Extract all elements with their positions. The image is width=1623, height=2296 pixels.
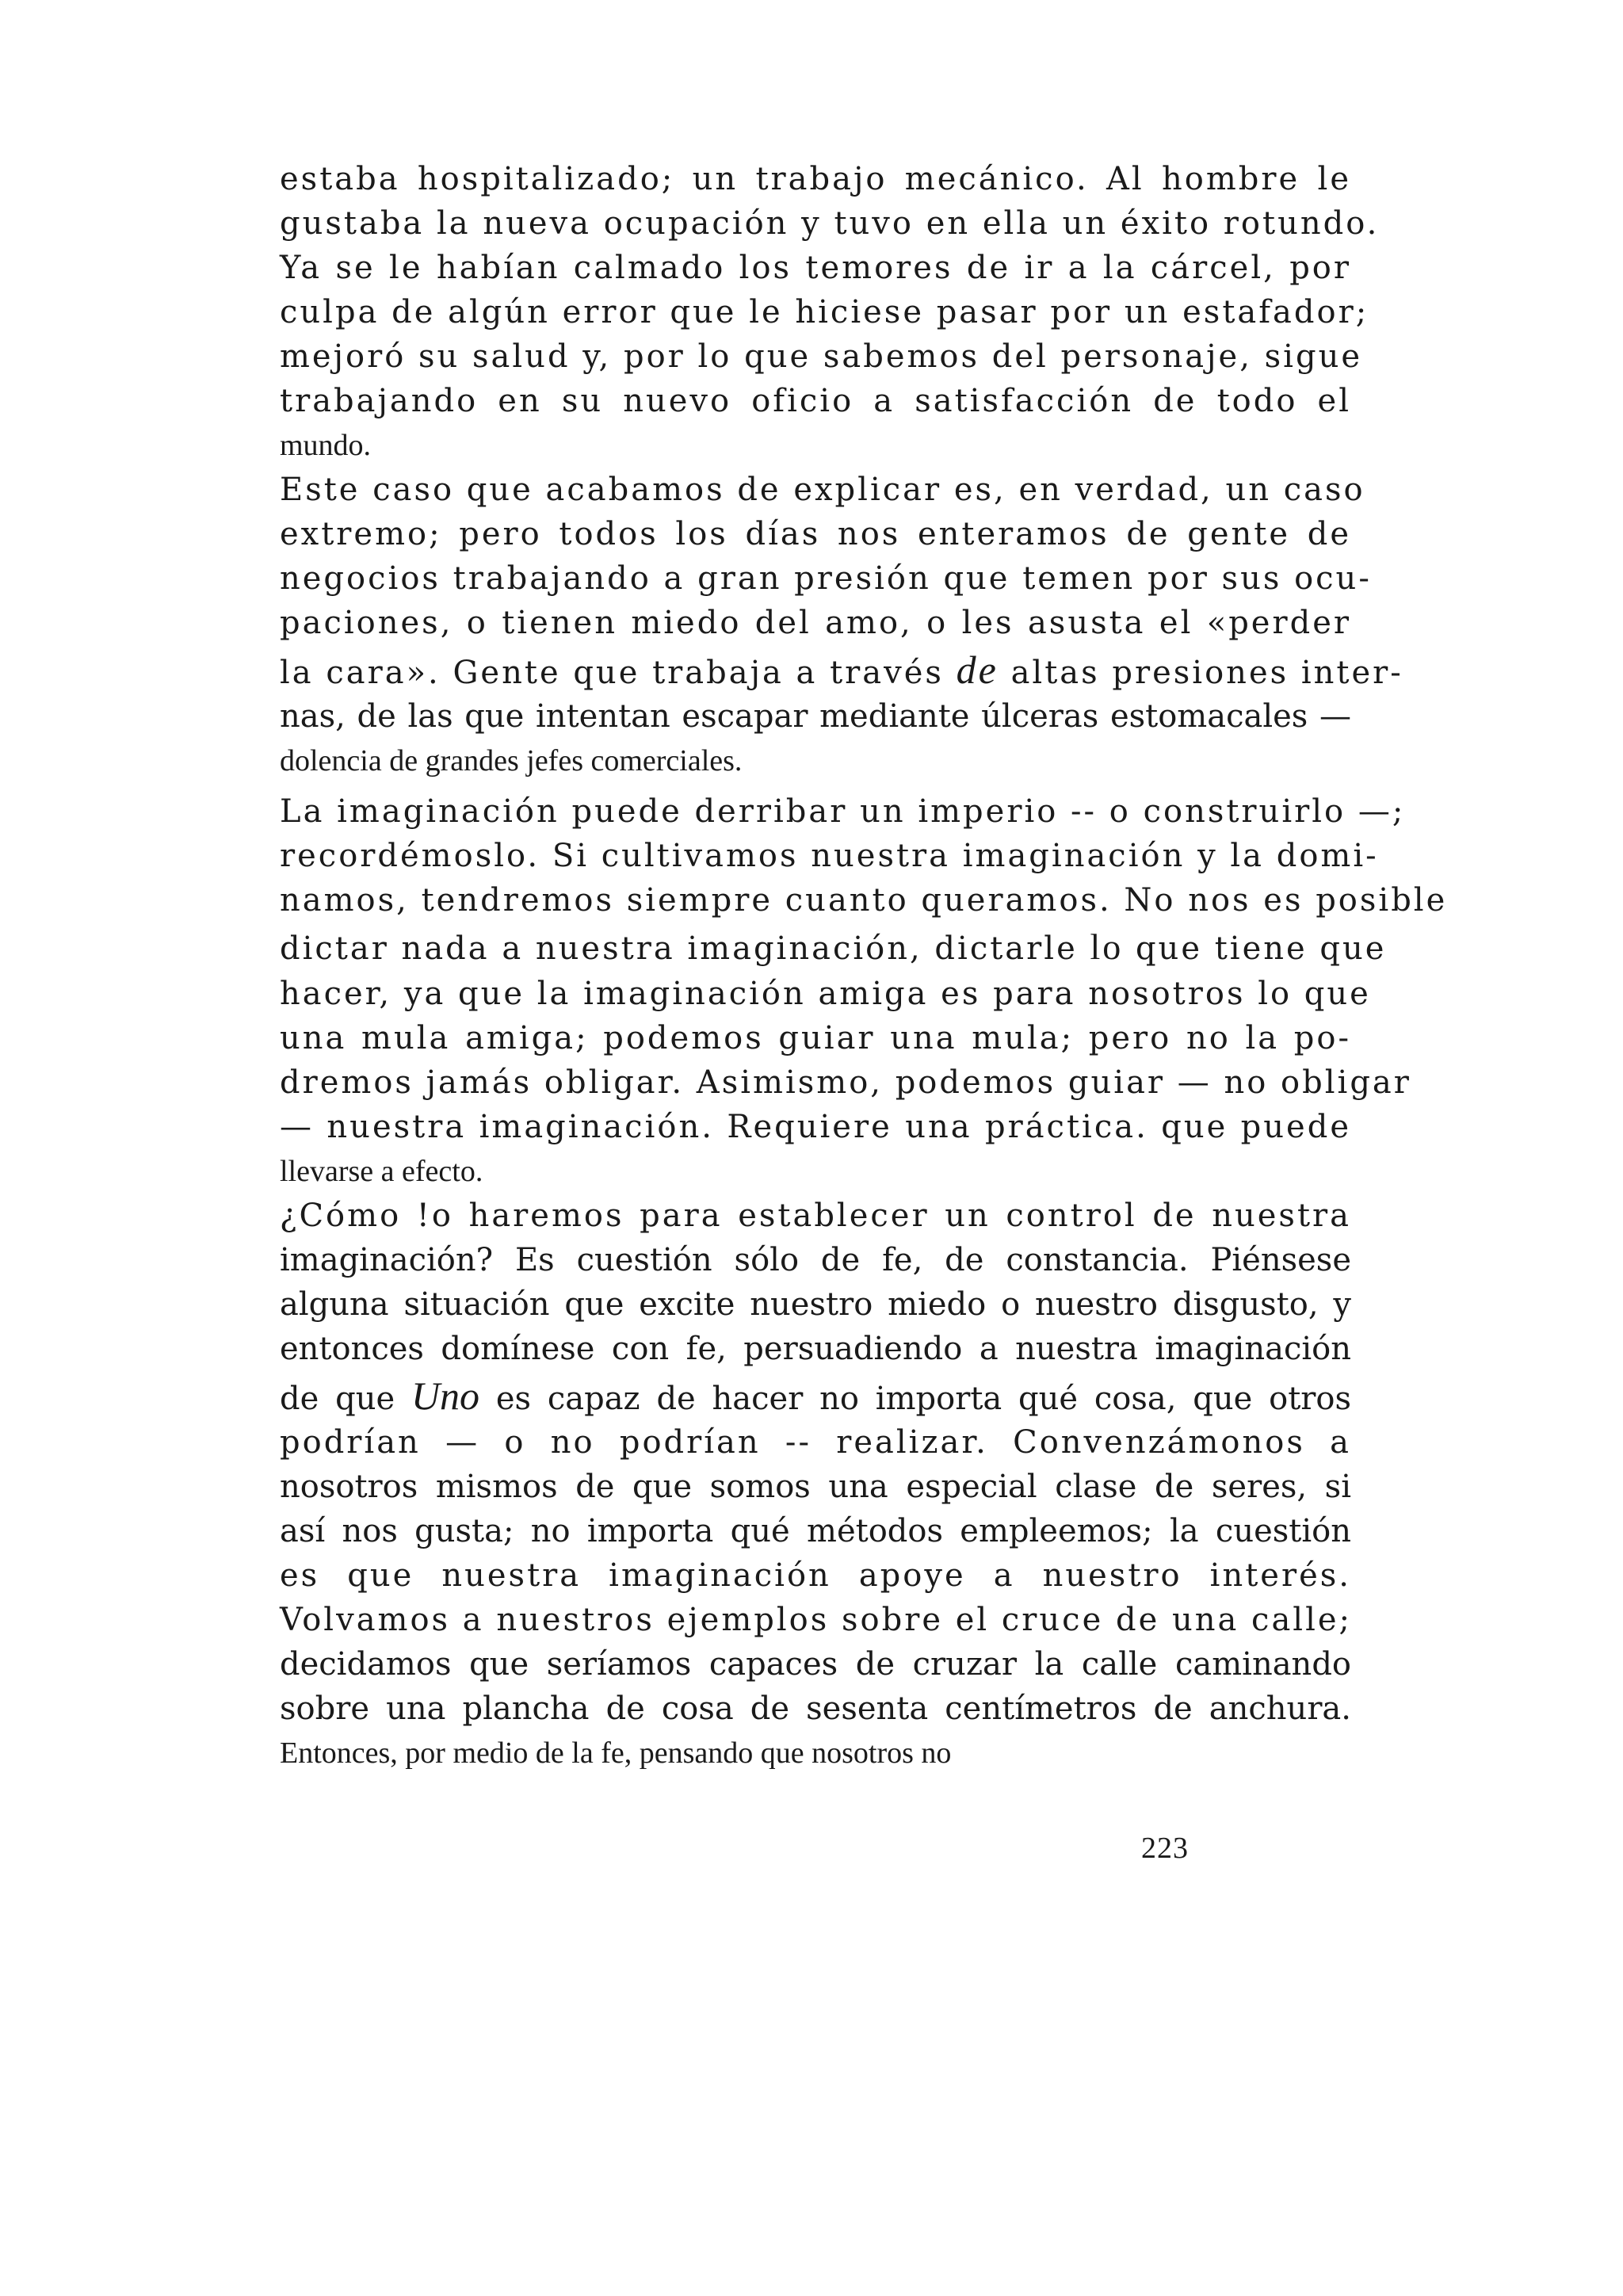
text-line: Volvamos a nuestros ejemplos sobre el cruce de una calle; bbox=[280, 1602, 1353, 1638]
text-line: recordémoslo. Si cultivamos nuestra imaginación y la domi- bbox=[280, 838, 1379, 874]
text-line: negocios trabajando a gran presión que temen por sus ocu- bbox=[280, 560, 1372, 597]
text-line bbox=[280, 923, 1387, 972]
text-line bbox=[280, 645, 1403, 694]
text-line: gustaba la nueva ocupación y tuvo en ella un éxito rotundo. bbox=[280, 205, 1380, 242]
text-line: podrían — o no podrían -- realizar. Convenzámonos a bbox=[280, 1424, 1351, 1461]
text-line: estaba hospitalizado; un trabajo mecánico. Al hombre le bbox=[280, 161, 1351, 197]
text-line: alguna situación que excite nuestro miedo o nuestro disgusto, y bbox=[280, 1286, 1351, 1323]
text-line: dremos jamás obligar. Asimismo, podemos guiar — no obligar bbox=[280, 1064, 1411, 1101]
text-run: que tiene que bbox=[1123, 930, 1387, 967]
text-line: paciones, o tienen miedo del amo, o les asusta el «perder bbox=[280, 605, 1351, 641]
page-number: 223 bbox=[1141, 1832, 1189, 1865]
body-text bbox=[280, 157, 1448, 1775]
text-line: es que nuestra imaginación apoye a nuestro interés. bbox=[280, 1557, 1351, 1594]
text-line: La imaginación puede derribar un imperio -- o construirlo —; bbox=[280, 793, 1406, 830]
text-line: mundo. bbox=[280, 429, 372, 462]
text-line: Este caso que acabamos de explicar es, en verdad, un caso bbox=[280, 472, 1365, 508]
text-line: Entonces, por medio de la fe, pensando que nosotros no bbox=[280, 1736, 952, 1770]
text-line: decidamos que seríamos capaces de cruzar la calle caminando bbox=[280, 1646, 1351, 1683]
text-line: nas, de las que intentan escapar mediante úlceras estomacales — bbox=[280, 698, 1351, 735]
text-line: dolencia de grandes jefes comerciales. bbox=[280, 744, 743, 777]
text-line: nosotros mismos de que somos una especial clase de seres, si bbox=[280, 1469, 1351, 1505]
text-line: — nuestra imaginación. Requiere una práctica. que puede bbox=[280, 1109, 1351, 1145]
paragraph-gap bbox=[280, 783, 1351, 789]
text-run: de que bbox=[280, 1381, 411, 1417]
emphasized-word: Uno bbox=[411, 1373, 480, 1418]
text-line: así nos gusta; no importa qué métodos empleemos; la cuestión bbox=[280, 1513, 1351, 1549]
text-line: entonces domínese con fe, persuadiendo a nuestra imaginación bbox=[280, 1331, 1351, 1367]
text-line: imaginación? Es cuestión sólo de fe, de constancia. Piénsese bbox=[280, 1242, 1351, 1278]
text-line: llevarse a efecto. bbox=[280, 1155, 483, 1188]
text-run: es capaz de hacer no importa qué cosa, que otros bbox=[479, 1381, 1352, 1417]
text-line: namos, tendremos siempre cuanto queramos. No nos es posible bbox=[280, 882, 1448, 919]
emphasized-word: lo bbox=[1090, 926, 1124, 967]
text-line: una mula amiga; podemos guiar una mula; pero no la po- bbox=[280, 1020, 1351, 1056]
text-run: dictar nada a nuestra imaginación, dictarle bbox=[280, 930, 1090, 967]
text-run: la cara». Gente que trabaja a través bbox=[280, 655, 957, 691]
emphasized-word: de bbox=[956, 648, 999, 692]
text-run: altas presiones inter- bbox=[998, 655, 1403, 691]
text-line: ¿Cómo !o haremos para establecer un control de nuestra bbox=[280, 1198, 1351, 1234]
text-line: extremo; pero todos los días nos enteramos de gente de bbox=[280, 516, 1351, 552]
text-line: Ya se le habían calmado los temores de ir a la cárcel, por bbox=[280, 250, 1351, 286]
text-line: hacer, ya que la imaginación amiga es para nosotros lo que bbox=[280, 976, 1371, 1012]
text-line: mejoró su salud y, por lo que sabemos del personaje, sigue bbox=[280, 338, 1363, 375]
text-line: sobre una plancha de cosa de sesenta centímetros de anchura. bbox=[280, 1690, 1351, 1727]
text-line bbox=[280, 1371, 1351, 1420]
text-line: culpa de algún error que le hiciese pasar por un estafador; bbox=[280, 294, 1369, 330]
text-line: trabajando en su nuevo oficio a satisfacción de todo el bbox=[280, 383, 1351, 419]
